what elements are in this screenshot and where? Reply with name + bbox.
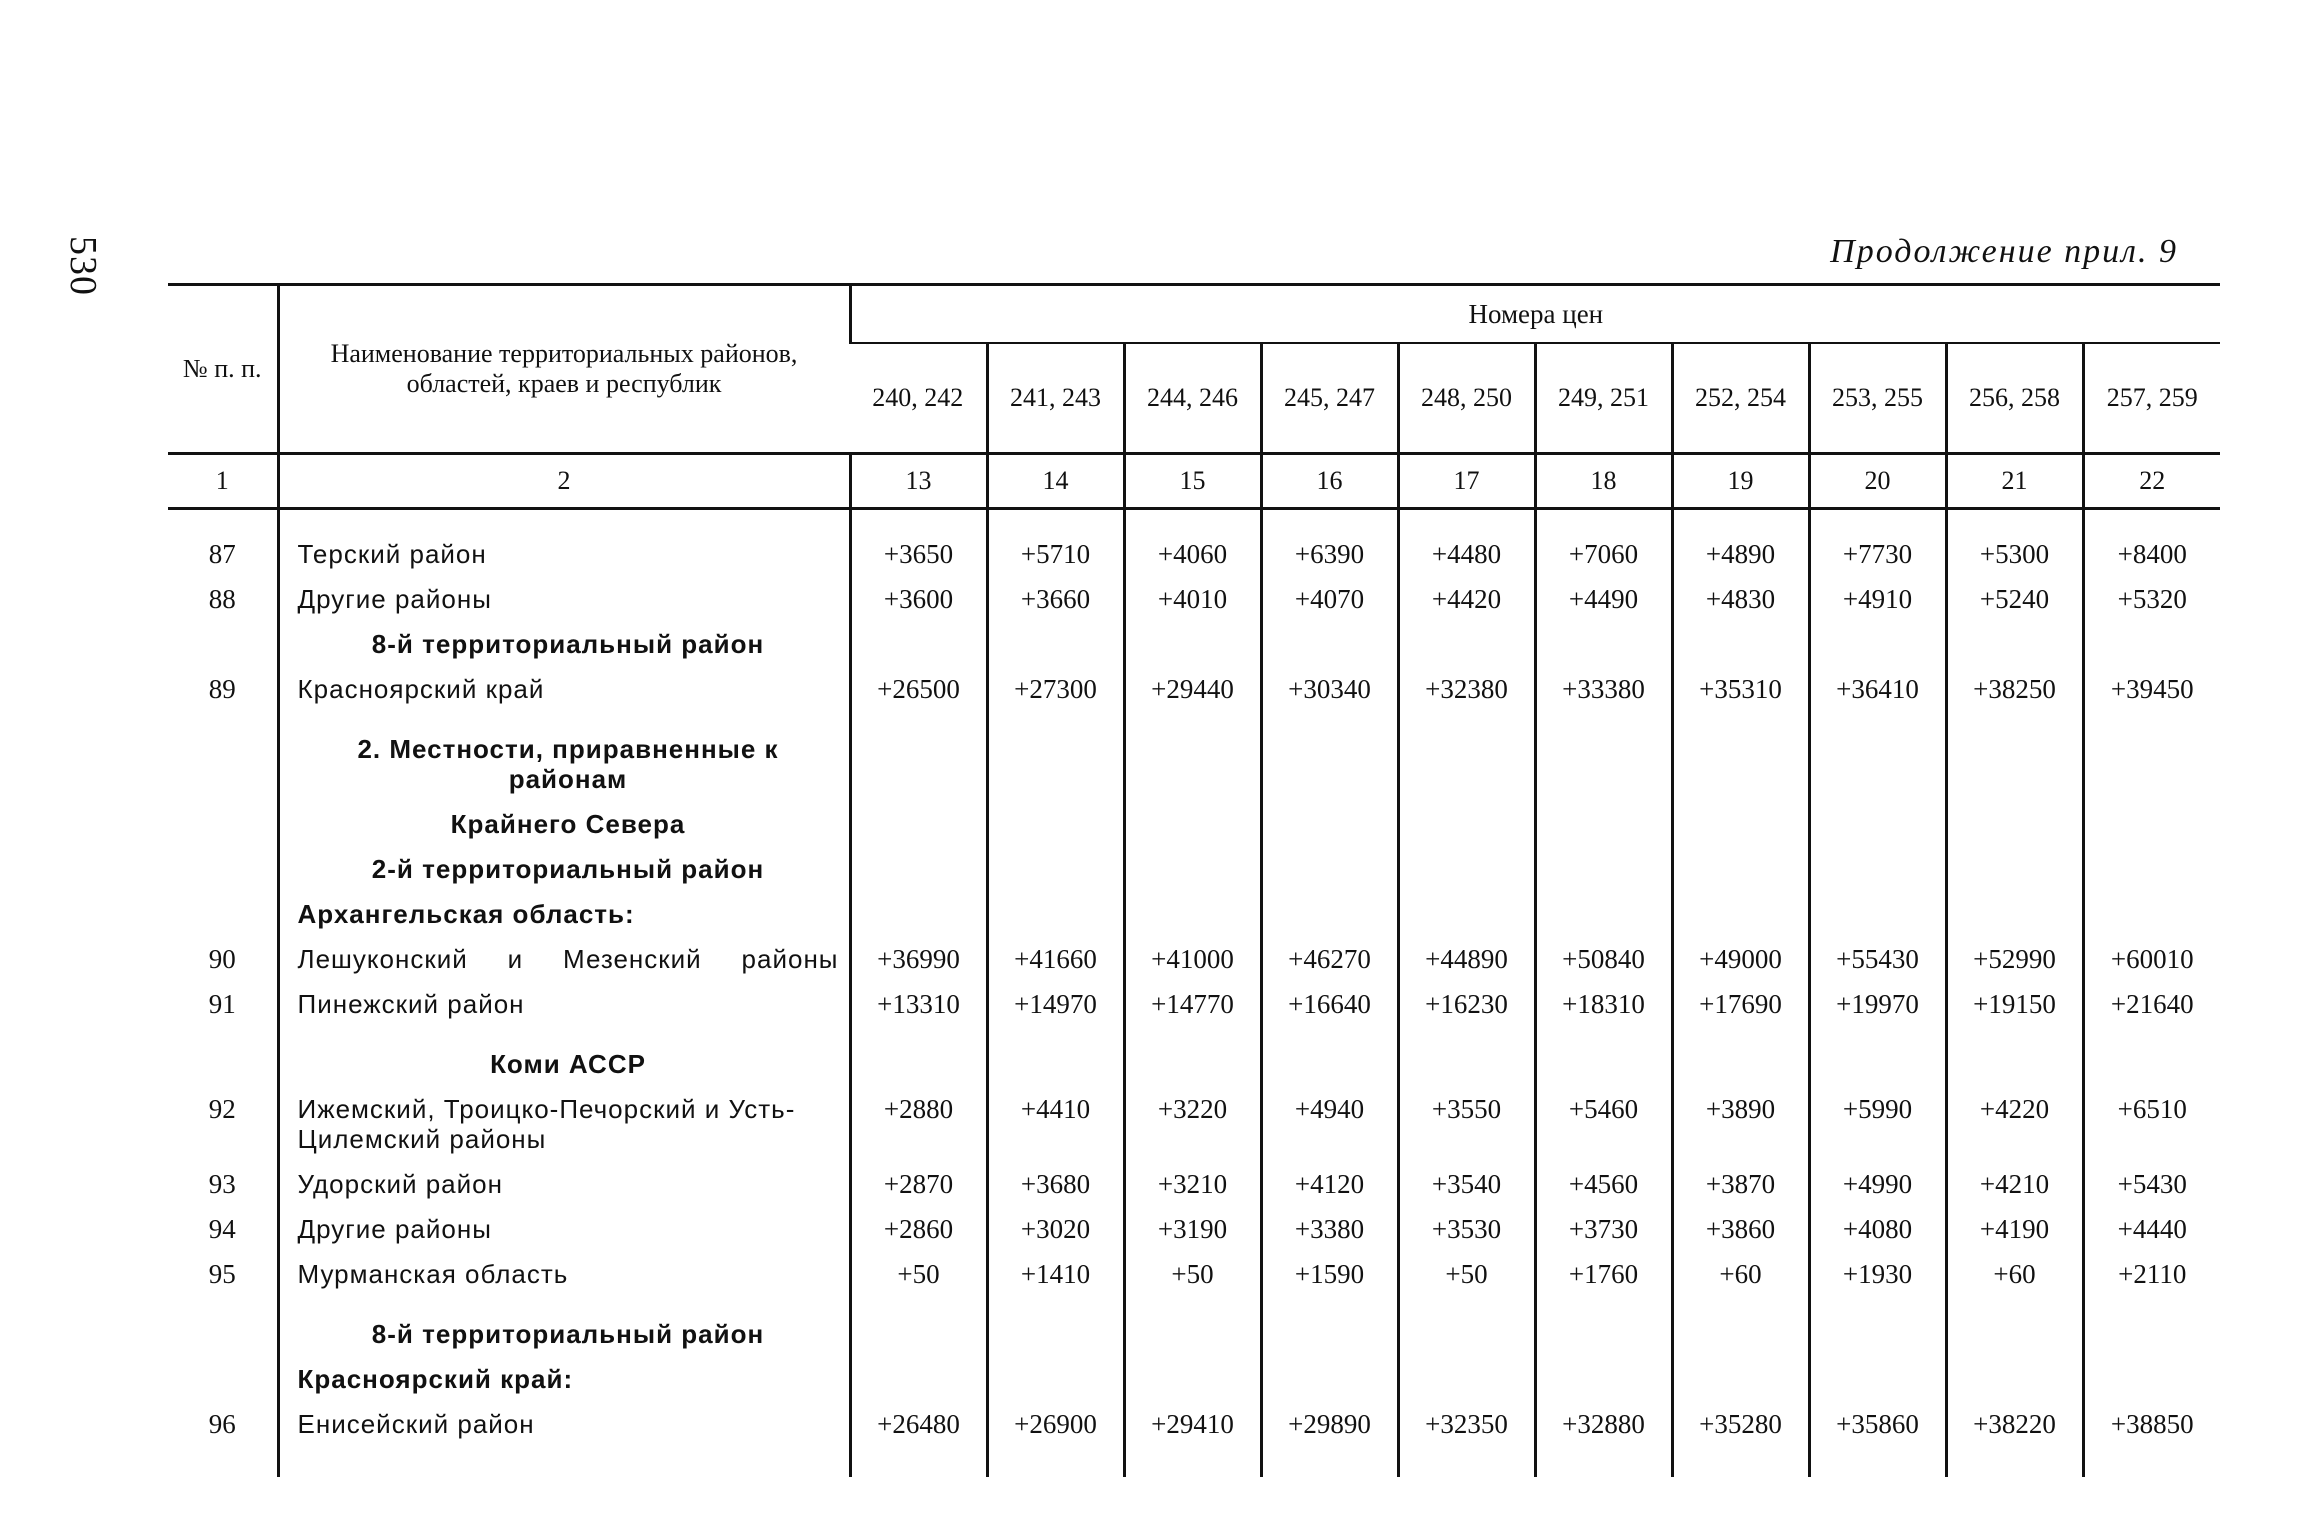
price-value: +6390 bbox=[1261, 532, 1398, 577]
section-heading-row bbox=[168, 847, 2220, 892]
region-name: Другие районы bbox=[278, 577, 850, 622]
header-price-column: 241, 243 bbox=[987, 343, 1124, 454]
price-value: +50 bbox=[1124, 1252, 1261, 1297]
header-column-number: 2 bbox=[278, 454, 850, 509]
price-value: +5460 bbox=[1535, 1087, 1672, 1162]
section-heading: 2-й территориальный район bbox=[278, 847, 850, 892]
price-value: +4440 bbox=[2083, 1207, 2220, 1252]
region-name: Красноярский край bbox=[278, 667, 850, 712]
header-price-column: 240, 242 bbox=[850, 343, 987, 454]
price-value: +44890 bbox=[1398, 937, 1535, 982]
price-value: +50 bbox=[1398, 1252, 1535, 1297]
price-value: +52990 bbox=[1946, 937, 2083, 982]
price-value: +4070 bbox=[1261, 577, 1398, 622]
price-value: +3600 bbox=[850, 577, 987, 622]
price-value: +39450 bbox=[2083, 667, 2220, 712]
price-value: +3190 bbox=[1124, 1207, 1261, 1252]
price-value: +7060 bbox=[1535, 532, 1672, 577]
header-price-column: 257, 259 bbox=[2083, 343, 2220, 454]
row-number: 94 bbox=[208, 1214, 236, 1244]
price-value: +3530 bbox=[1398, 1207, 1535, 1252]
price-value: +3020 bbox=[987, 1207, 1124, 1252]
price-value: +3650 bbox=[850, 532, 987, 577]
price-value: +1410 bbox=[987, 1252, 1124, 1297]
price-value: +3540 bbox=[1398, 1162, 1535, 1207]
table-row bbox=[168, 1207, 2220, 1252]
header-column-number: 16 bbox=[1261, 454, 1398, 509]
price-value: +2880 bbox=[850, 1087, 987, 1162]
price-value: +3860 bbox=[1672, 1207, 1809, 1252]
row-number: 95 bbox=[208, 1259, 236, 1289]
price-value: +3890 bbox=[1672, 1087, 1809, 1162]
header-column-number: 22 bbox=[2083, 454, 2220, 509]
header-column-number: 14 bbox=[987, 454, 1124, 509]
header-column-number: 13 bbox=[850, 454, 987, 509]
price-value: +3380 bbox=[1261, 1207, 1398, 1252]
price-value: +41660 bbox=[987, 937, 1124, 982]
price-value: +7730 bbox=[1809, 532, 1946, 577]
price-value: +3870 bbox=[1672, 1162, 1809, 1207]
price-value: +4080 bbox=[1809, 1207, 1946, 1252]
section-heading: 8-й территориальный район bbox=[278, 622, 850, 667]
price-value: +1760 bbox=[1535, 1252, 1672, 1297]
price-value: +60010 bbox=[2083, 937, 2220, 982]
price-value: +35860 bbox=[1809, 1402, 1946, 1447]
region-name: Другие районы bbox=[278, 1207, 850, 1252]
table-row bbox=[168, 937, 2220, 982]
section-heading-row bbox=[168, 1297, 2220, 1357]
price-value: +8400 bbox=[2083, 532, 2220, 577]
price-value: +5430 bbox=[2083, 1162, 2220, 1207]
region-name: Пинежский район bbox=[278, 982, 850, 1027]
section-heading-row bbox=[168, 622, 2220, 667]
table-row bbox=[168, 1252, 2220, 1297]
price-value: +6510 bbox=[2083, 1087, 2220, 1162]
price-value: +4910 bbox=[1809, 577, 1946, 622]
price-value: +36410 bbox=[1809, 667, 1946, 712]
row-number: 88 bbox=[208, 584, 236, 614]
price-value: +18310 bbox=[1535, 982, 1672, 1027]
price-value: +4990 bbox=[1809, 1162, 1946, 1207]
table-row bbox=[168, 667, 2220, 712]
section-heading: Архангельская область: bbox=[278, 892, 850, 937]
header-price-column: 253, 255 bbox=[1809, 343, 1946, 454]
row-number: 89 bbox=[208, 674, 236, 704]
header-column-number: 18 bbox=[1535, 454, 1672, 509]
row-number: 92 bbox=[208, 1094, 236, 1124]
header-column-number: 1 bbox=[168, 454, 278, 509]
price-value: +4210 bbox=[1946, 1162, 2083, 1207]
price-value: +60 bbox=[1946, 1252, 2083, 1297]
price-value: +5320 bbox=[2083, 577, 2220, 622]
continuation-title: Продолжение прил. 9 bbox=[1830, 233, 2178, 270]
price-value: +4120 bbox=[1261, 1162, 1398, 1207]
price-value: +36990 bbox=[850, 937, 987, 982]
header-price-column: 252, 254 bbox=[1672, 343, 1809, 454]
section-heading-row bbox=[168, 712, 2220, 802]
price-value: +4890 bbox=[1672, 532, 1809, 577]
price-table bbox=[168, 283, 2220, 1477]
price-value: +3210 bbox=[1124, 1162, 1261, 1207]
region-name: Енисейский район bbox=[278, 1402, 850, 1447]
price-value: +16640 bbox=[1261, 982, 1398, 1027]
header-price-group: Номера цен bbox=[850, 285, 2220, 344]
region-name: Лешуконский и Мезенский районы bbox=[278, 937, 850, 982]
price-value: +16230 bbox=[1398, 982, 1535, 1027]
price-value: +32380 bbox=[1398, 667, 1535, 712]
price-value: +2110 bbox=[2083, 1252, 2220, 1297]
row-number: 87 bbox=[208, 539, 236, 569]
header-column-number: 15 bbox=[1124, 454, 1261, 509]
price-value: +38850 bbox=[2083, 1402, 2220, 1447]
price-value: +49000 bbox=[1672, 937, 1809, 982]
table-row bbox=[168, 1087, 2220, 1162]
price-value: +29410 bbox=[1124, 1402, 1261, 1447]
price-value: +4410 bbox=[987, 1087, 1124, 1162]
price-value: +17690 bbox=[1672, 982, 1809, 1027]
price-value: +27300 bbox=[987, 667, 1124, 712]
price-value: +4560 bbox=[1535, 1162, 1672, 1207]
price-value: +5300 bbox=[1946, 532, 2083, 577]
table-row bbox=[168, 1162, 2220, 1207]
header-price-column: 249, 251 bbox=[1535, 343, 1672, 454]
section-heading: Красноярский край: bbox=[278, 1357, 850, 1402]
header-price-column: 256, 258 bbox=[1946, 343, 2083, 454]
price-value: +3730 bbox=[1535, 1207, 1672, 1252]
price-value: +3660 bbox=[987, 577, 1124, 622]
price-value: +4010 bbox=[1124, 577, 1261, 622]
price-value: +35280 bbox=[1672, 1402, 1809, 1447]
price-value: +3680 bbox=[987, 1162, 1124, 1207]
price-value: +14970 bbox=[987, 982, 1124, 1027]
price-value: +38220 bbox=[1946, 1402, 2083, 1447]
price-value: +46270 bbox=[1261, 937, 1398, 982]
region-name: Ижемский, Троицко-Печорский и Усть-Цилемский районы bbox=[278, 1087, 850, 1162]
page-number: 530 bbox=[62, 236, 104, 296]
price-value: +21640 bbox=[2083, 982, 2220, 1027]
price-value: +26500 bbox=[850, 667, 987, 712]
section-heading-row bbox=[168, 1357, 2220, 1402]
price-value: +19150 bbox=[1946, 982, 2083, 1027]
row-number: 91 bbox=[208, 989, 236, 1019]
price-value: +5710 bbox=[987, 532, 1124, 577]
region-name: Терский район bbox=[278, 532, 850, 577]
price-value: +2860 bbox=[850, 1207, 987, 1252]
price-value: +4940 bbox=[1261, 1087, 1398, 1162]
price-value: +13310 bbox=[850, 982, 987, 1027]
price-value: +35310 bbox=[1672, 667, 1809, 712]
price-value: +4060 bbox=[1124, 532, 1261, 577]
price-value: +5240 bbox=[1946, 577, 2083, 622]
price-value: +4220 bbox=[1946, 1087, 2083, 1162]
header-price-column: 248, 250 bbox=[1398, 343, 1535, 454]
section-heading-row bbox=[168, 1027, 2220, 1087]
price-value: +30340 bbox=[1261, 667, 1398, 712]
price-value: +1590 bbox=[1261, 1252, 1398, 1297]
price-value: +32350 bbox=[1398, 1402, 1535, 1447]
price-value: +4420 bbox=[1398, 577, 1535, 622]
price-value: +55430 bbox=[1809, 937, 1946, 982]
price-value: +3220 bbox=[1124, 1087, 1261, 1162]
section-heading-row bbox=[168, 892, 2220, 937]
section-heading: 2. Местности, приравненные к районам bbox=[278, 712, 850, 802]
price-value: +26480 bbox=[850, 1402, 987, 1447]
price-value: +2870 bbox=[850, 1162, 987, 1207]
price-value: +4190 bbox=[1946, 1207, 2083, 1252]
price-value: +4490 bbox=[1535, 577, 1672, 622]
price-value: +26900 bbox=[987, 1402, 1124, 1447]
row-number: 90 bbox=[208, 944, 236, 974]
region-name: Удорский район bbox=[278, 1162, 850, 1207]
header-column-number: 20 bbox=[1809, 454, 1946, 509]
section-heading-row bbox=[168, 802, 2220, 847]
row-number: 96 bbox=[208, 1409, 236, 1439]
price-value: +50 bbox=[850, 1252, 987, 1297]
section-heading: Крайнего Севера bbox=[278, 802, 850, 847]
table-row bbox=[168, 982, 2220, 1027]
section-heading: 8-й территориальный район bbox=[278, 1297, 850, 1357]
table-row bbox=[168, 577, 2220, 622]
header-column-number: 19 bbox=[1672, 454, 1809, 509]
price-value: +32880 bbox=[1535, 1402, 1672, 1447]
header-price-column: 244, 246 bbox=[1124, 343, 1261, 454]
region-name: Мурманская область bbox=[278, 1252, 850, 1297]
price-value: +4830 bbox=[1672, 577, 1809, 622]
table-row bbox=[168, 532, 2220, 577]
price-value: +60 bbox=[1672, 1252, 1809, 1297]
header-price-column: 245, 247 bbox=[1261, 343, 1398, 454]
price-value: +38250 bbox=[1946, 667, 2083, 712]
header-column-number: 21 bbox=[1946, 454, 2083, 509]
price-value: +29890 bbox=[1261, 1402, 1398, 1447]
price-value: +29440 bbox=[1124, 667, 1261, 712]
price-value: +50840 bbox=[1535, 937, 1672, 982]
header-name: Наименование территориальных районов, областей, краев и республик bbox=[278, 285, 850, 454]
price-value: +5990 bbox=[1809, 1087, 1946, 1162]
header-column-number: 17 bbox=[1398, 454, 1535, 509]
section-heading: Коми АССР bbox=[278, 1027, 850, 1087]
price-value: +1930 bbox=[1809, 1252, 1946, 1297]
price-value: +3550 bbox=[1398, 1087, 1535, 1162]
price-value: +19970 bbox=[1809, 982, 1946, 1027]
price-value: +33380 bbox=[1535, 667, 1672, 712]
header-num: № п. п. bbox=[168, 285, 278, 454]
price-value: +4480 bbox=[1398, 532, 1535, 577]
row-number: 93 bbox=[208, 1169, 236, 1199]
price-value: +14770 bbox=[1124, 982, 1261, 1027]
price-value: +41000 bbox=[1124, 937, 1261, 982]
table-row bbox=[168, 1402, 2220, 1447]
